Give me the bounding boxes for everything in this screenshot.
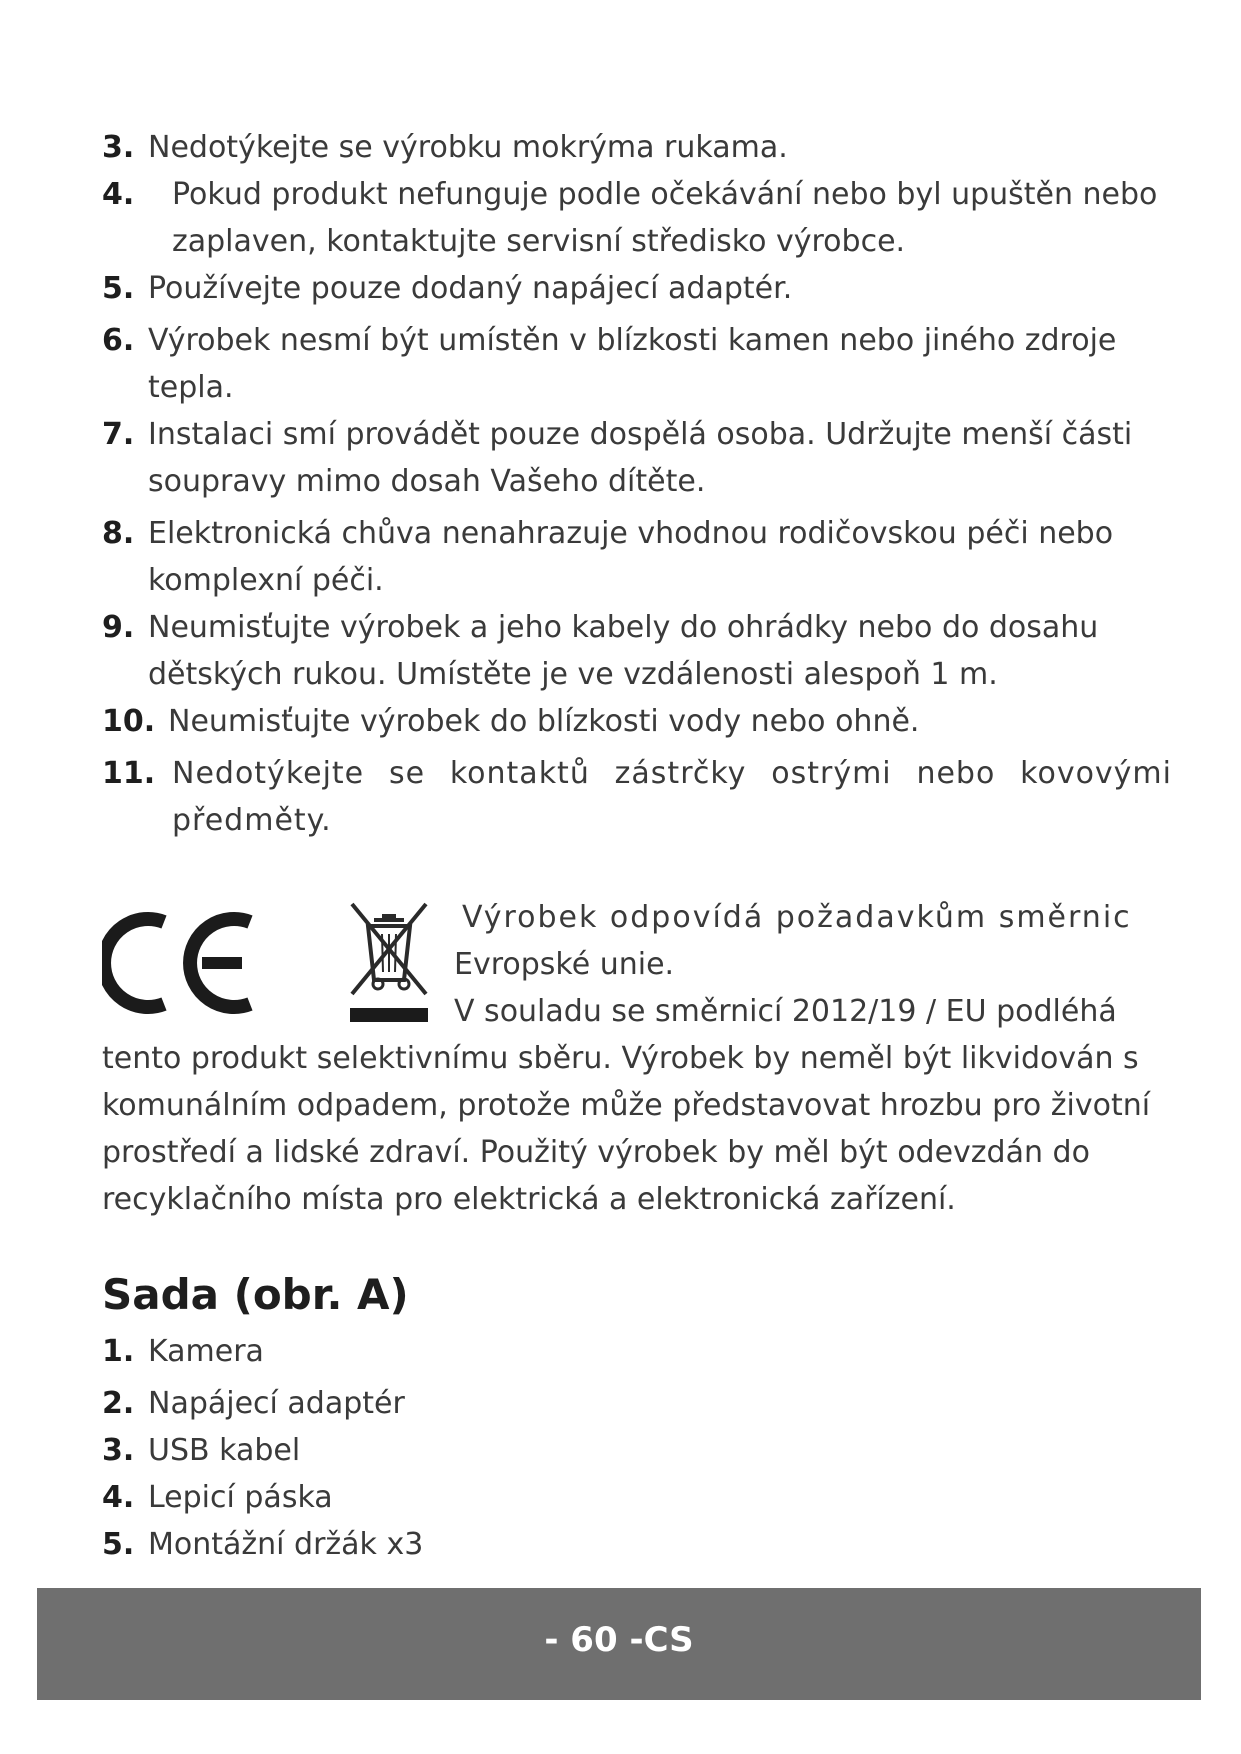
weee-body: tento produkt selektivnímu sběru. Výrobek by neměl být likvidován s komunálním odpadem, protože může představovat hrozbu pro životní prostředí a lidské zdraví. Použitý výrobek by měl být odevzdán do recyklačního místa pro elektrická a elektronická zařízení. xyxy=(102,1041,1151,1217)
item-number: 4. xyxy=(102,1480,135,1515)
item-text: Neumisťujte výrobek do blízkosti vody nebo ohně. xyxy=(168,704,920,739)
list-item xyxy=(102,698,1172,745)
item-text: USB kabel xyxy=(148,1433,301,1468)
list-item xyxy=(102,1474,423,1521)
item-number: 7. xyxy=(102,417,135,452)
page-number: - 60 -CS xyxy=(544,1620,694,1660)
item-number: 9. xyxy=(102,610,135,645)
list-item xyxy=(102,124,1172,171)
item-number: 2. xyxy=(102,1386,135,1421)
list-item xyxy=(102,1380,423,1427)
item-text: Montážní držák x3 xyxy=(148,1527,424,1562)
list-item xyxy=(102,604,1172,698)
weee-line-1: Výrobek odpovídá požadavkům směrnic xyxy=(462,900,1132,935)
item-text: Nedotýkejte se výrobku mokrýma rukama. xyxy=(148,130,788,165)
list-item xyxy=(102,1521,423,1568)
list-item xyxy=(102,171,1172,265)
item-number: 3. xyxy=(102,1433,135,1468)
item-text: Napájecí adaptér xyxy=(148,1386,405,1421)
list-item xyxy=(102,1328,423,1375)
list-item xyxy=(102,1427,423,1474)
list-item xyxy=(102,510,1172,604)
item-text: Výrobek nesmí být umístěn v blízkosti kamen nebo jiného zdroje tepla. xyxy=(148,323,1117,405)
item-text: Elektronická chůva nenahrazuje vhodnou rodičovskou péči nebo komplexní péči. xyxy=(148,516,1114,598)
weee-line-3: V souladu se směrnicí 2012/19 / EU podléhá xyxy=(454,994,1117,1029)
item-text: Nedotýkejte se kontaktů zástrčky ostrými nebo kovovými předměty. xyxy=(172,756,1172,838)
item-number: 1. xyxy=(102,1334,135,1369)
item-text: Lepicí páska xyxy=(148,1480,333,1515)
item-text: Neumisťujte výrobek a jeho kabely do ohrádky nebo do dosahu dětských rukou. Umístěte je ve vzdálenosti alespoň 1 m. xyxy=(148,610,1099,692)
list-item xyxy=(102,317,1172,411)
item-number: 10. xyxy=(102,704,156,739)
item-text: Instalaci smí provádět pouze dospělá osoba. Udržujte menší části soupravy mimo dosah Vašeho dítěte. xyxy=(148,417,1133,499)
item-number: 3. xyxy=(102,130,135,165)
item-number: 4. xyxy=(102,177,135,212)
item-number: 8. xyxy=(102,516,135,551)
page-footer xyxy=(37,1588,1201,1700)
kit-list xyxy=(102,1328,423,1568)
weee-paragraph xyxy=(102,894,1152,1223)
section-title: Sada (obr. A) xyxy=(102,1270,409,1319)
list-item xyxy=(102,750,1172,844)
safety-list xyxy=(102,124,1172,844)
item-text: Používejte pouze dodaný napájecí adaptér. xyxy=(148,271,793,306)
item-text: Pokud produkt nefunguje podle očekávání nebo byl upuštěn nebo zaplaven, kontaktujte servisní středisko výrobce. xyxy=(172,177,1158,259)
list-item xyxy=(102,265,1172,312)
weee-line-2: Evropské unie. xyxy=(454,947,675,982)
item-number: 11. xyxy=(102,756,156,791)
item-number: 6. xyxy=(102,323,135,358)
item-text: Kamera xyxy=(148,1334,264,1369)
list-item xyxy=(102,411,1172,505)
item-number: 5. xyxy=(102,271,135,306)
item-number: 5. xyxy=(102,1527,135,1562)
